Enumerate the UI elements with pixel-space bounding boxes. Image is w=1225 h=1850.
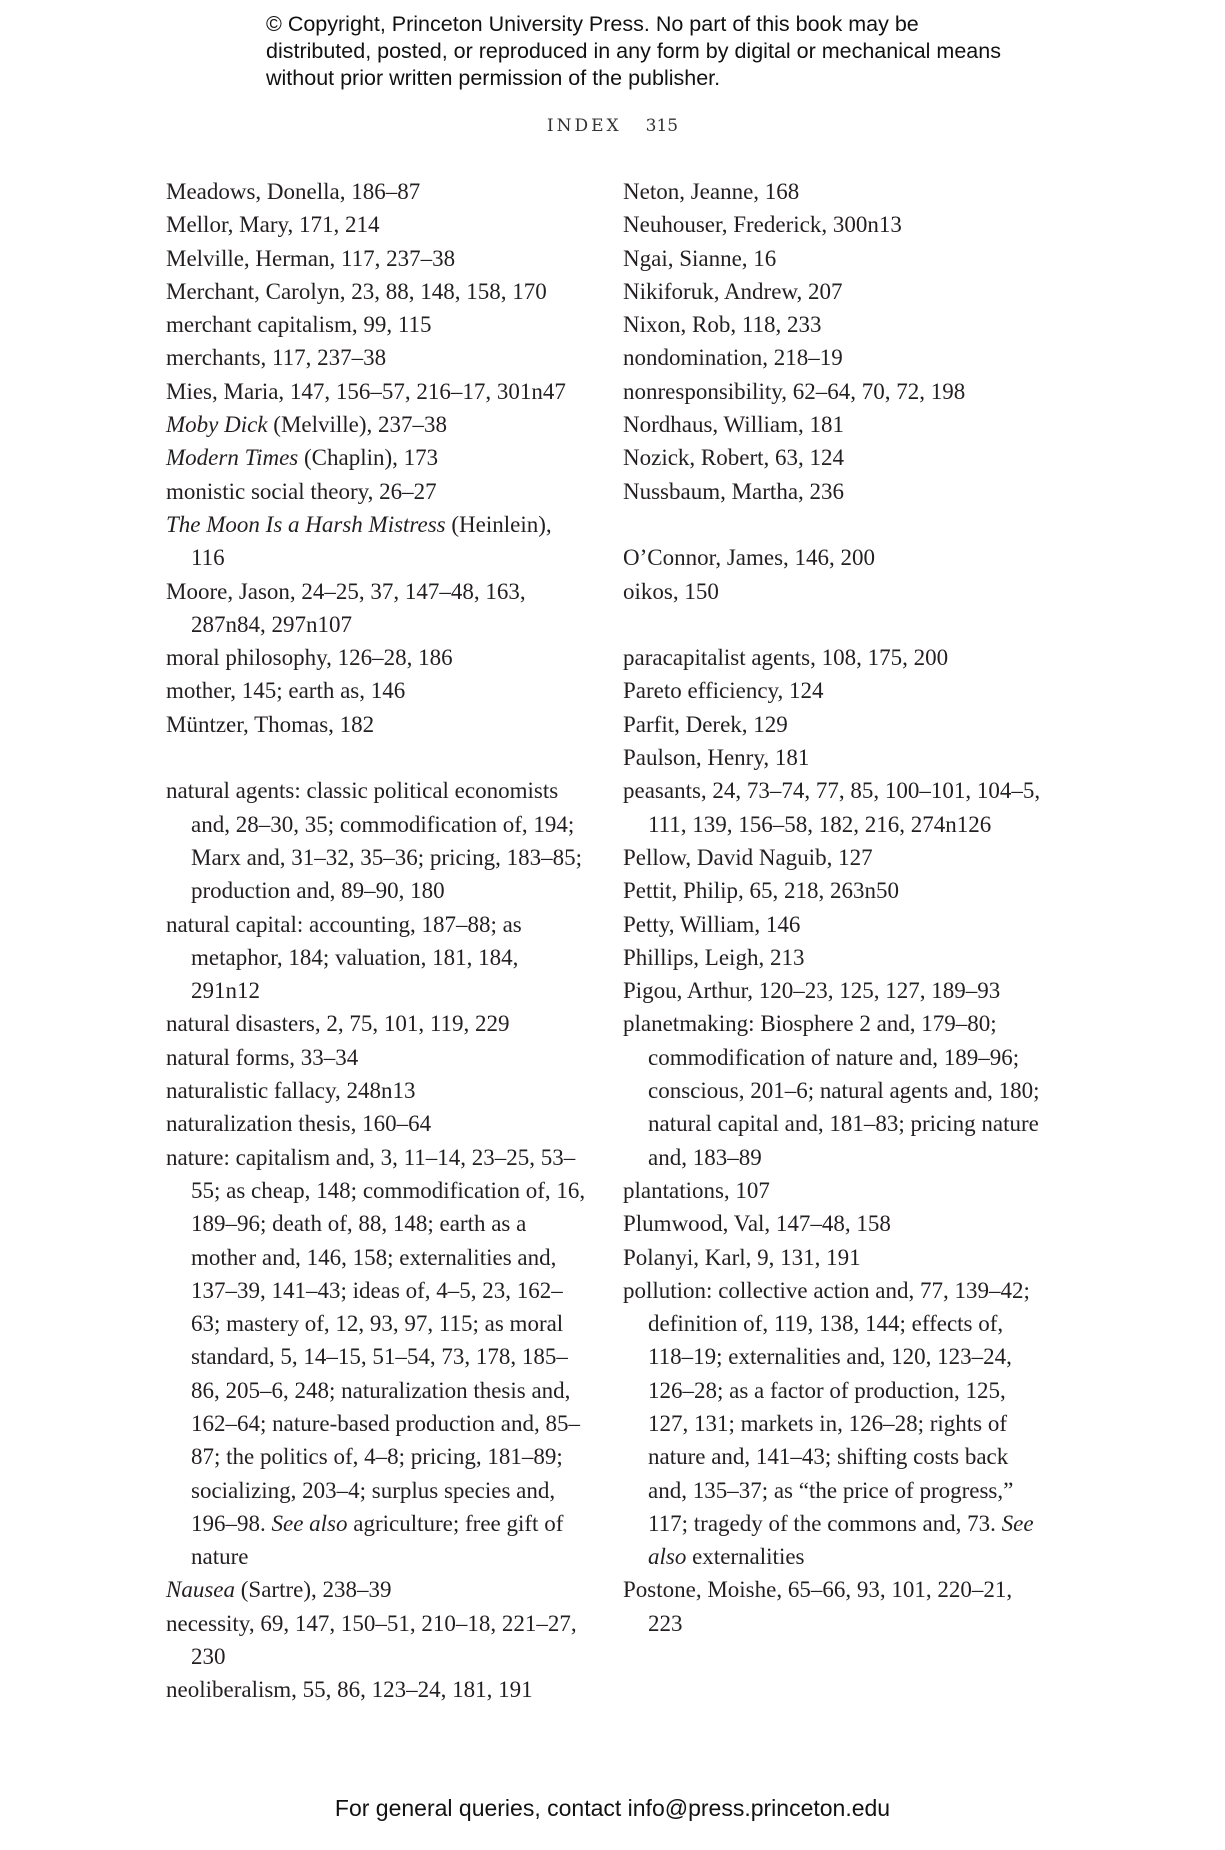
index-entry: [166, 341, 586, 374]
index-entry-text: Ngai, Sianne, 16: [623, 245, 777, 271]
index-entry-text: Melville, Herman, 117, 237–38: [166, 245, 456, 271]
index-entry: [623, 175, 1043, 208]
index-entry-text: monistic social theory, 26–27: [166, 478, 437, 504]
index-entry: [623, 308, 1043, 341]
index-entry-text: naturalistic fallacy, 248n13: [166, 1078, 416, 1104]
index-entry-text: pollution: collective action and, 77, 139–42; definition of, 119, 138, 144; effects of, 118–19; externalities and, 120, 123–24, 126–28; as a factor of production, 125, 127, 131; markets in, 126–28; rights of nature and, 141–43; shifting costs back and, 135–37; as “the price of progress,” 117; tragedy of the commons and, 73.: [623, 1277, 1030, 1536]
index-entry-text: nonresponsibility, 62–64, 70, 72, 198: [623, 378, 966, 404]
index-entry-text: merchants, 117, 237–38: [166, 345, 387, 371]
index-entry: [166, 408, 586, 441]
index-entry: [623, 974, 1043, 1007]
index-entry-text: Moore, Jason, 24–25, 37, 147–48, 163, 287n84, 297n107: [166, 578, 526, 637]
index-entry: [623, 408, 1043, 441]
index-entry-text: natural agents: classic political economists and, 28–30, 35; commodification of, 194; Marx and, 31–32, 35–36; pricing, 183–85; production and, 89–90, 180: [166, 778, 582, 904]
index-entry: [623, 341, 1043, 374]
index-entry: [623, 1241, 1043, 1274]
index-entry-italic: Modern Times: [166, 445, 299, 471]
index-entry-italic: Moby Dick: [166, 412, 268, 438]
index-entry-text: nature: capitalism and, 3, 11–14, 23–25, 53–55; as cheap, 148; commodification of, 16, 189–96; death of, 88, 148; earth as a mother and, 146, 158; externalities and, 137–39, 141–43; ideas of, 4–5, 23, 162–63; mastery of, 12, 93, 97, 115; as moral standard, 5, 14–15, 51–54, 73, 178, 185–86, 205–6, 248; naturalization thesis and, 162–64; nature-based production and, 85–87; the politics of, 4–8; pricing, 181–89; socializing, 203–4; surplus species and, 196–98.: [166, 1144, 586, 1536]
index-entry-text: Paulson, Henry, 181: [623, 745, 810, 771]
index-entry-text: Mellor, Mary, 171, 214: [166, 212, 380, 238]
index-entry-text: Neuhouser, Frederick, 300n13: [623, 212, 902, 238]
index-entry-text: Neton, Jeanne, 168: [623, 179, 800, 204]
copyright-notice: © Copyright, Princeton University Press. No part of this book may be distributed, posted, or reproduced in any form by digital or mechanical means without prior written permission of the publisher.: [266, 12, 1001, 90]
index-entry-text: mother, 145; earth as, 146: [166, 678, 406, 704]
index-entry-text: Parfit, Derek, 129: [623, 711, 788, 737]
index-entry-text: merchant capitalism, 99, 115: [166, 312, 432, 338]
index-entry: [623, 1573, 1043, 1640]
index-entry-text: externalities: [686, 1544, 805, 1570]
index-entry-italic: See also: [271, 1510, 348, 1536]
index-entry: [623, 908, 1043, 941]
index-entry-text: moral philosophy, 126–28, 186: [166, 645, 453, 671]
section-gap: [623, 608, 1043, 641]
index-entry: [623, 1174, 1043, 1207]
index-entry: [166, 1007, 586, 1040]
index-entry: [166, 475, 586, 508]
index-entry: [166, 375, 586, 408]
index-entry-text: necessity, 69, 147, 150–51, 210–18, 221–27, 230: [166, 1610, 577, 1670]
index-entry: [623, 541, 1043, 574]
index-entry-text: Nordhaus, William, 181: [623, 412, 844, 438]
index-entry-text: peasants, 24, 73–74, 77, 85, 100–101, 104–5, 111, 139, 156–58, 182, 216, 274n126: [623, 778, 1041, 837]
index-entry: [623, 575, 1043, 608]
index-entry: [623, 1207, 1043, 1240]
index-entry-text: Pigou, Arthur, 120–23, 125, 127, 189–93: [623, 978, 1001, 1004]
index-entry: [623, 375, 1043, 408]
index-entry: [166, 275, 586, 308]
index-entry: [166, 1041, 586, 1074]
index-entry: [166, 1607, 586, 1674]
index-entry: [623, 242, 1043, 275]
index-entry-text: Pettit, Philip, 65, 218, 263n50: [623, 878, 900, 904]
index-entry: [166, 508, 586, 575]
index-entry-text: natural forms, 33–34: [166, 1044, 359, 1070]
index-column-left: [166, 175, 586, 1707]
index-entry-text: O’Connor, James, 146, 200: [623, 545, 876, 571]
index-entry-italic: Nausea: [166, 1577, 235, 1603]
index-entry-text: nondomination, 218–19: [623, 345, 843, 371]
footer-contact: For general queries, contact info@press.princeton.edu: [334, 1795, 891, 1821]
index-entry: [166, 208, 586, 241]
index-entry: [623, 841, 1043, 874]
index-entry-text: Nikiforuk, Andrew, 207: [623, 278, 843, 304]
running-head: [0, 116, 1225, 136]
index-entry-text: Plumwood, Val, 147–48, 158: [623, 1211, 891, 1237]
index-entry: [166, 1573, 586, 1606]
index-entry-text: Postone, Moishe, 65–66, 93, 101, 220–21, 223: [623, 1577, 1013, 1636]
index-entry-text: paracapitalist agents, 108, 175, 200: [623, 645, 949, 671]
index-entry-text: planetmaking: Biosphere 2 and, 179–80; commodification of nature and, 189–96; conscious, 201–6; natural agents and, 180; natural capital and, 181–83; pricing nature and, 183–89: [623, 1011, 1040, 1170]
index-column-right: [623, 175, 1043, 1640]
index-entry-text: Pellow, David Naguib, 127: [623, 844, 873, 870]
index-entry: [623, 475, 1043, 508]
index-entry: [623, 708, 1043, 741]
index-entry: [166, 908, 586, 1008]
index-entry: [623, 874, 1043, 907]
index-entry: [623, 441, 1043, 474]
index-entry: [166, 308, 586, 341]
index-entry: [166, 175, 586, 208]
section-gap: [623, 508, 1043, 541]
index-entry-text: plantations, 107: [623, 1177, 770, 1203]
index-entry-text: Nozick, Robert, 63, 124: [623, 445, 845, 471]
index-entry-text: Phillips, Leigh, 213: [623, 944, 805, 970]
running-head-label: INDEX: [546, 116, 622, 136]
index-entry: [166, 774, 586, 907]
index-entry-text: Polanyi, Karl, 9, 131, 191: [623, 1244, 861, 1270]
index-entry: [623, 641, 1043, 674]
index-entry: [166, 575, 586, 642]
index-entry: [166, 674, 586, 707]
index-entry-text: natural capital: accounting, 187–88; as metaphor, 184; valuation, 181, 184, 291n12: [166, 911, 522, 1004]
index-entry-text: Nixon, Rob, 118, 233: [623, 312, 822, 338]
index-entry: [623, 941, 1043, 974]
index-entry-text: Pareto efficiency, 124: [623, 678, 824, 704]
index-entry: [166, 1673, 586, 1706]
index-entry: [623, 1274, 1043, 1574]
index-entry-text: naturalization thesis, 160–64: [166, 1111, 432, 1137]
index-entry-text: oikos, 150: [623, 578, 719, 604]
page-number: 315: [645, 116, 679, 136]
index-entry: [623, 774, 1043, 841]
index-entry: [166, 1107, 586, 1140]
index-entry-text: Meadows, Donella, 186–87: [166, 179, 421, 204]
index-entry-text: agriculture; free gift of nature: [191, 1510, 564, 1570]
index-entry: [623, 275, 1043, 308]
index-entry-text: Müntzer, Thomas, 182: [166, 711, 375, 737]
index-entry: [623, 208, 1043, 241]
section-gap: [166, 741, 586, 774]
index-entry-text: Petty, William, 146: [623, 911, 801, 937]
index-entry: [623, 1007, 1043, 1173]
index-entry-italic: See also: [648, 1510, 1034, 1570]
index-entry-text: (Melville), 237–38: [267, 412, 448, 438]
index-entry: [623, 741, 1043, 774]
index-entry-text: Mies, Maria, 147, 156–57, 216–17, 301n47: [166, 378, 566, 404]
index-entry: [166, 708, 586, 741]
index-entry-text: Merchant, Carolyn, 23, 88, 148, 158, 170: [166, 278, 547, 304]
index-entry: [166, 1074, 586, 1107]
index-entry: [166, 242, 586, 275]
index-entry: [166, 1141, 586, 1574]
index-entry-text: (Chaplin), 173: [298, 445, 439, 471]
index-entry-text: (Heinlein), 116: [191, 511, 552, 571]
index-entry: [166, 641, 586, 674]
index-entry-italic: The Moon Is a Harsh Mistress: [166, 511, 446, 537]
index-entry: [623, 674, 1043, 707]
index-entry-text: (Sartre), 238–39: [235, 1577, 392, 1603]
index-entry: [166, 441, 586, 474]
index-entry-text: natural disasters, 2, 75, 101, 119, 229: [166, 1011, 510, 1037]
index-entry-text: neoliberalism, 55, 86, 123–24, 181, 191: [166, 1677, 533, 1703]
index-entry-text: Nussbaum, Martha, 236: [623, 478, 845, 504]
